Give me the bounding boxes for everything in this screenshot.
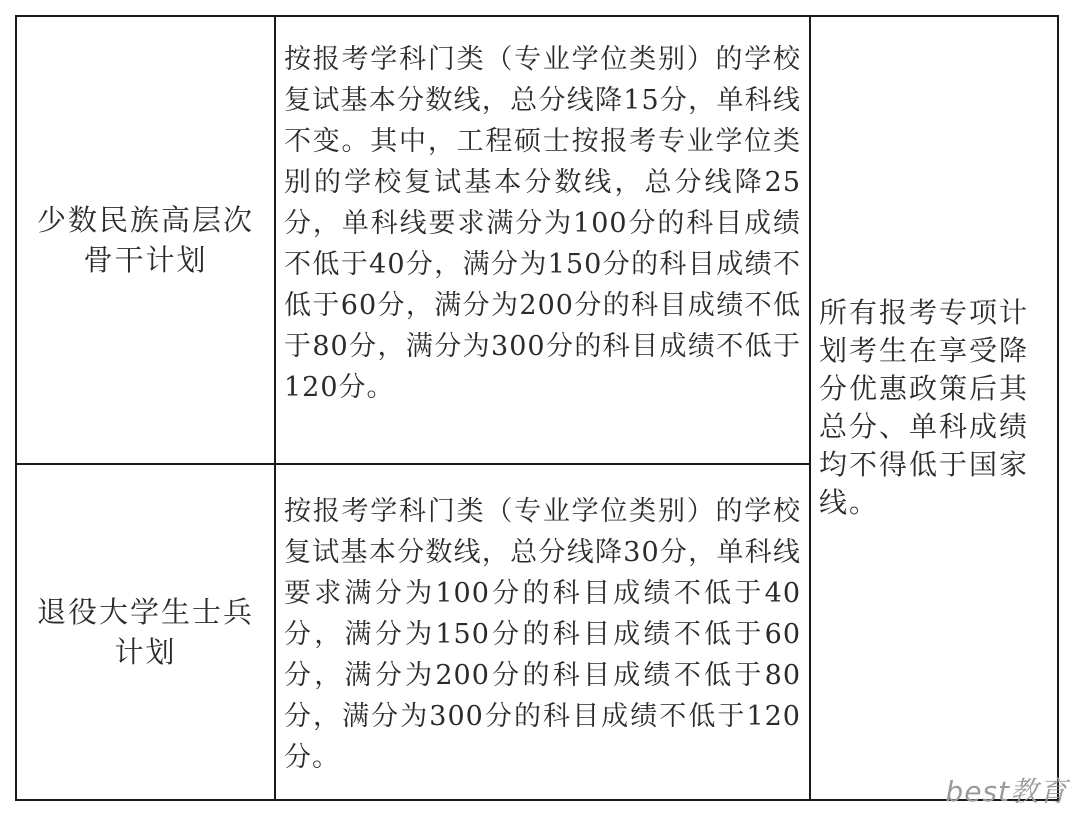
watermark: best教育 <box>945 775 1068 808</box>
plan-name-veteran: 退役大学生士兵计划 <box>36 595 254 669</box>
policy-table <box>15 15 1059 801</box>
policy-cell <box>276 39 809 459</box>
plan-name-cell <box>17 465 274 799</box>
policy-text-minority: 按报考学科门类（专业学位类别）的学校复试基本分数线，总分线降15分，单科线不变。其中，工程硕士按报考专业学位类别的学校复试基本分数线，总分线降25分，单科线要求满分为100分的科目成绩不低于40分，满分为150分的科目成绩不低于60分，满分为200分的科目成绩不低于80分，满分为300分的科目成绩不低于120分。 <box>284 44 801 403</box>
national-line-note: 所有报考专项计划考生在享受降分优惠政策后其总分、单科成绩均不得低于国家线。 <box>819 296 1030 519</box>
plan-name-minority: 少数民族高层次骨干计划 <box>36 203 254 277</box>
policy-text-veteran: 按报考学科门类（专业学位类别）的学校复试基本分数线，总分线降30分，单科线要求满分为100分的科目成绩不低于40分，满分为150分的科目成绩不低于60分，满分为200分的科目成绩不低于80分，满分为300分的科目成绩不低于120分。 <box>284 496 801 773</box>
national-line-note-cell <box>811 17 1057 799</box>
policy-cell <box>276 491 809 791</box>
plan-name-cell <box>17 17 274 463</box>
